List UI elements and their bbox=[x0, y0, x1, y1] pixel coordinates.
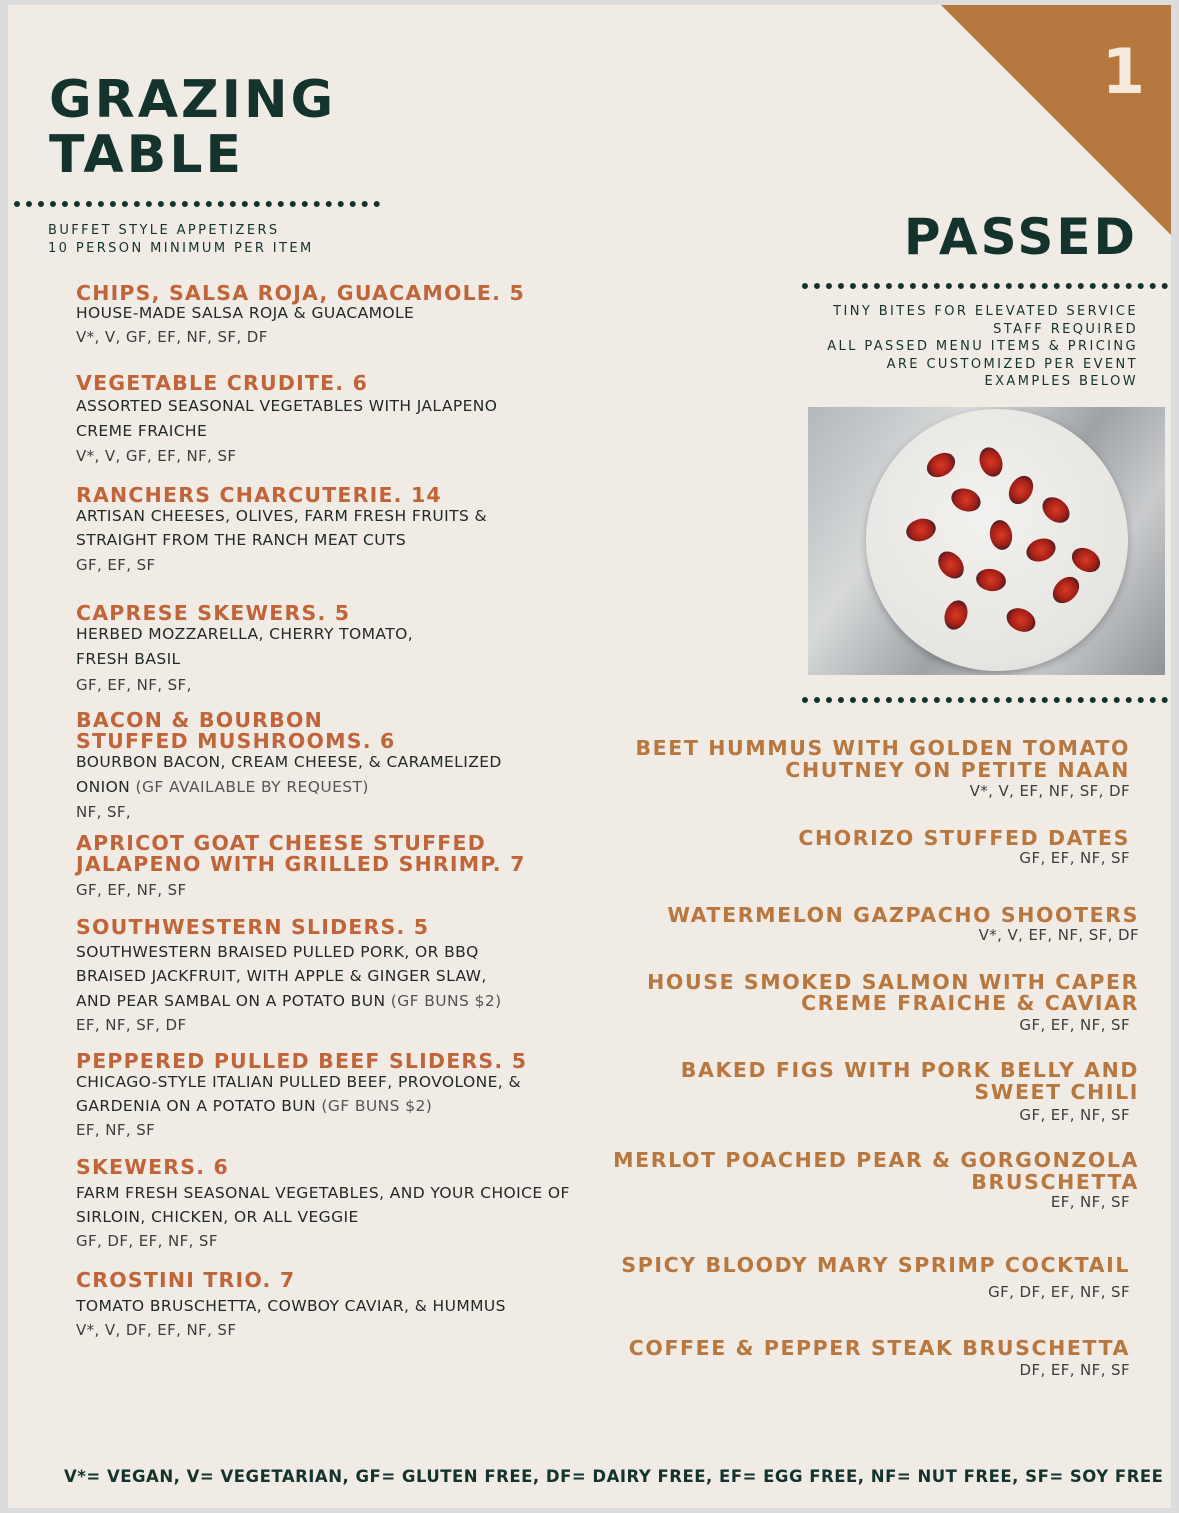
passed-item-name: BEET HUMMUS WITH GOLDEN TOMATO bbox=[635, 736, 1130, 760]
baked-figs-photo bbox=[808, 407, 1165, 675]
grazing-item-desc: HERBED MOZZARELLA, CHERRY TOMATO, bbox=[76, 625, 414, 643]
grazing-item-desc: ASSORTED SEASONAL VEGETABLES WITH JALAPENO bbox=[76, 397, 498, 415]
grazing-item-tags: GF, EF, NF, SF bbox=[76, 881, 187, 899]
passed-item-tags: DF, EF, NF, SF bbox=[1019, 1361, 1130, 1379]
grazing-item-tags: V*, V, GF, EF, NF, SF, DF bbox=[76, 328, 268, 346]
grazing-subtitle bbox=[48, 222, 314, 257]
grazing-item-name: PEPPERED PULLED BEEF SLIDERS. 5 bbox=[76, 1049, 528, 1073]
passed-subtitle-line: TINY BITES FOR ELEVATED SERVICE bbox=[833, 304, 1138, 319]
passed-divider-bottom bbox=[802, 697, 1168, 703]
grazing-item-desc: FRESH BASIL bbox=[76, 650, 181, 668]
grazing-item-desc bbox=[76, 989, 502, 1014]
grazing-item-desc: SOUTHWESTERN BRAISED PULLED PORK, OR BBQ bbox=[76, 943, 479, 961]
passed-item-name: COFFEE & PEPPER STEAK BRUSCHETTA bbox=[628, 1336, 1130, 1360]
passed-item-tags: V*, V, EF, NF, SF, DF bbox=[969, 782, 1130, 800]
fig bbox=[1037, 492, 1074, 528]
fig bbox=[948, 485, 984, 516]
grazing-title-line2: TABLE bbox=[49, 125, 244, 185]
fig bbox=[1023, 535, 1059, 566]
grazing-item-name: BACON & BOURBON bbox=[76, 708, 323, 732]
grazing-item-desc: CREME FRAICHE bbox=[76, 422, 208, 440]
passed-item-name: WATERMELON GAZPACHO SHOOTERS bbox=[667, 903, 1139, 927]
grazing-item-desc bbox=[76, 1094, 432, 1119]
grazing-item-desc-main: AND PEAR SAMBAL ON A POTATO BUN bbox=[76, 992, 386, 1010]
passed-subtitle-line: STAFF REQUIRED bbox=[993, 321, 1138, 337]
passed-item-tags: V*, V, EF, NF, SF, DF bbox=[978, 926, 1139, 944]
grazing-item-tags: GF, DF, EF, NF, SF bbox=[76, 1232, 218, 1250]
grazing-item-desc: SIRLOIN, CHICKEN, OR ALL VEGGIE bbox=[76, 1208, 359, 1226]
grazing-item-tags: GF, EF, SF bbox=[76, 556, 156, 574]
grazing-item-desc: CHICAGO-STYLE ITALIAN PULLED BEEF, PROVOLONE, & bbox=[76, 1073, 521, 1091]
passed-item-tags: EF, NF, SF bbox=[1050, 1193, 1130, 1211]
grazing-item-desc-note: (GF AVAILABLE BY REQUEST) bbox=[130, 778, 369, 796]
passed-item-name: HOUSE SMOKED SALMON WITH CAPER bbox=[647, 970, 1139, 994]
passed-divider-top bbox=[802, 283, 1168, 289]
passed-item-name: SWEET CHILI bbox=[974, 1080, 1139, 1104]
passed-item-name: CREME FRAICHE & CAVIAR bbox=[801, 991, 1139, 1015]
grazing-item-tags: V*, V, DF, EF, NF, SF bbox=[76, 1321, 237, 1339]
passed-item-name: CHORIZO STUFFED DATES bbox=[798, 826, 1130, 850]
grazing-item-name: JALAPENO WITH GRILLED SHRIMP. 7 bbox=[76, 852, 526, 876]
grazing-title bbox=[49, 70, 337, 185]
grazing-item-name: STUFFED MUSHROOMS. 6 bbox=[76, 729, 396, 753]
fig bbox=[923, 448, 960, 482]
grazing-title-line1: GRAZING bbox=[49, 70, 337, 130]
grazing-item-tags: EF, NF, SF, DF bbox=[76, 1016, 187, 1034]
passed-item-tags: GF, EF, NF, SF bbox=[1019, 849, 1130, 867]
fig bbox=[904, 515, 939, 544]
grazing-item-desc: HOUSE-MADE SALSA ROJA & GUACAMOLE bbox=[76, 304, 415, 322]
grazing-item-name: RANCHERS CHARCUTERIE. 14 bbox=[76, 483, 442, 507]
fig bbox=[1048, 572, 1085, 609]
fig bbox=[933, 546, 969, 583]
grazing-item-name: SOUTHWESTERN SLIDERS. 5 bbox=[76, 915, 430, 939]
grazing-item-desc-note: (GF BUNS $2) bbox=[316, 1097, 433, 1115]
grazing-item-tags: V*, V, GF, EF, NF, SF bbox=[76, 447, 237, 465]
passed-subtitle-line: ARE CUSTOMIZED PER EVENT bbox=[886, 356, 1138, 372]
grazing-item-desc: TOMATO BRUSCHETTA, COWBOY CAVIAR, & HUMMUS bbox=[76, 1297, 506, 1315]
grazing-item-desc-main: ONION bbox=[76, 778, 131, 796]
grazing-divider bbox=[14, 201, 380, 207]
grazing-item-desc-main: GARDENIA ON A POTATO BUN bbox=[76, 1097, 317, 1115]
grazing-item-name: CAPRESE SKEWERS. 5 bbox=[76, 601, 351, 625]
passed-subtitle-line: EXAMPLES BELOW bbox=[984, 374, 1138, 389]
passed-subtitle bbox=[827, 303, 1138, 391]
grazing-item-name: SKEWERS. 6 bbox=[76, 1155, 230, 1179]
grazing-item-tags: EF, NF, SF bbox=[76, 1121, 156, 1139]
menu-page bbox=[8, 5, 1171, 1508]
grazing-item-name: VEGETABLE CRUDITE. 6 bbox=[76, 371, 369, 395]
grazing-item-name: CROSTINI TRIO. 7 bbox=[76, 1268, 296, 1292]
passed-subtitle-line: ALL PASSED MENU ITEMS & PRICING bbox=[827, 339, 1138, 354]
grazing-item-desc-note: (GF BUNS $2) bbox=[385, 992, 502, 1010]
grazing-item-desc: BRAISED JACKFRUIT, WITH APPLE & GINGER SLAW, bbox=[76, 967, 487, 985]
grazing-item-tags: GF, EF, NF, SF, bbox=[76, 676, 192, 694]
fig bbox=[941, 597, 972, 633]
passed-item-name: CHUTNEY ON PETITE NAAN bbox=[785, 758, 1130, 782]
grazing-subtitle-line2: 10 PERSON MINIMUM PER ITEM bbox=[48, 240, 314, 256]
grazing-item-desc: BOURBON BACON, CREAM CHEESE, & CARAMELIZED bbox=[76, 753, 502, 771]
grazing-item-name: CHIPS, SALSA ROJA, GUACAMOLE. 5 bbox=[76, 281, 525, 305]
fig bbox=[1004, 472, 1038, 509]
grazing-subtitle-line1: BUFFET STYLE APPETIZERS bbox=[48, 223, 280, 238]
passed-item-tags: GF, EF, NF, SF bbox=[1019, 1016, 1130, 1034]
passed-item-name: SPICY BLOODY MARY SPRIMP COCKTAIL bbox=[621, 1253, 1130, 1277]
page-number: 1 bbox=[1101, 35, 1145, 108]
passed-item-tags: GF, EF, NF, SF bbox=[1019, 1106, 1130, 1124]
dietary-legend: V*= VEGAN, V= VEGETARIAN, GF= GLUTEN FREE, DF= DAIRY FREE, EF= EGG FREE, NF= NUT FREE, SF= SOY FREE bbox=[64, 1467, 1164, 1486]
fig bbox=[1068, 543, 1105, 577]
grazing-item-desc: STRAIGHT FROM THE RANCH MEAT CUTS bbox=[76, 531, 407, 549]
fig bbox=[988, 518, 1015, 551]
grazing-item-name: APRICOT GOAT CHEESE STUFFED bbox=[76, 831, 486, 855]
passed-item-name: BAKED FIGS WITH PORK BELLY AND bbox=[680, 1058, 1139, 1082]
grazing-item-desc: ARTISAN CHEESES, OLIVES, FARM FRESH FRUITS & bbox=[76, 507, 488, 525]
fig bbox=[976, 444, 1007, 480]
grazing-item-desc bbox=[76, 775, 369, 800]
passed-title: PASSED bbox=[903, 208, 1138, 266]
passed-item-tags: GF, DF, EF, NF, SF bbox=[988, 1283, 1130, 1301]
grazing-item-tags: NF, SF, bbox=[76, 803, 132, 821]
fig bbox=[1003, 604, 1039, 637]
plate bbox=[866, 409, 1128, 671]
fig bbox=[974, 567, 1007, 594]
passed-item-name: BRUSCHETTA bbox=[971, 1170, 1139, 1194]
grazing-item-desc: FARM FRESH SEASONAL VEGETABLES, AND YOUR CHOICE OF bbox=[76, 1184, 570, 1202]
passed-item-name: MERLOT POACHED PEAR & GORGONZOLA bbox=[613, 1148, 1139, 1172]
